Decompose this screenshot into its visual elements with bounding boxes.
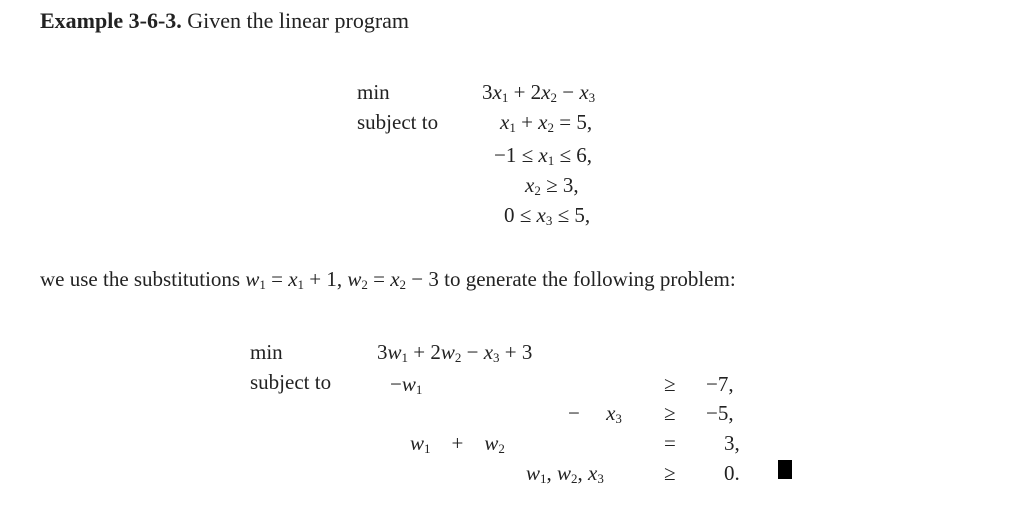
example-intro-text: Given the linear program [187, 8, 410, 33]
program2-objective: $3w_1 + 2w_2 - x_3 + 3$ [377, 340, 533, 365]
program2-row4-rhs: 0. [724, 461, 740, 485]
program1-subject-to-label: subject to [357, 110, 439, 134]
program1-objective: $3x_1 + 2x_2 - x_3$ [482, 80, 596, 105]
program2-row3-lhs: $w_1$ + $w_2$ [410, 431, 505, 456]
example-label: Example 3-6-3. [40, 8, 182, 33]
program1-min-label: min [357, 80, 390, 104]
program1-constraint-3: $x_2 \ge 3$, [525, 173, 579, 198]
program2-row4-relation: ≥ [664, 461, 676, 485]
program2-row1-rhs: −7, [706, 372, 734, 396]
program2-row1-relation: ≥ [664, 372, 676, 396]
end-of-example-mark [778, 460, 792, 479]
program2-row3-rhs: 3, [724, 431, 740, 455]
program2-row2-lhs: − $x_3$ [568, 401, 622, 426]
program1-constraint-1: $x_1 + x_2 = 5$, [500, 110, 593, 135]
program2-subject-to-label: subject to [250, 370, 332, 394]
program2-row1-lhs: $-w_1$ [390, 372, 423, 397]
program1-constraint-4: $0 \le x_3 \le 5$, [504, 203, 591, 228]
program2-row3-relation: = [664, 431, 676, 455]
program2-row2-rhs: −5, [706, 401, 734, 425]
program1-constraint-2: $-1 \le x_1 \le 6$, [494, 143, 592, 168]
program2-min-label: min [250, 340, 283, 364]
program2-row4-lhs: $w_1$, $w_2$, $x_3$ [526, 461, 604, 486]
example-heading [40, 8, 409, 34]
program2-row2-relation: ≥ [664, 401, 676, 425]
substitution-paragraph: we use the substitutions $w_1 = x_1 + 1$, $w_2 = x_2 - 3$ to generate the following problem: [40, 267, 736, 292]
